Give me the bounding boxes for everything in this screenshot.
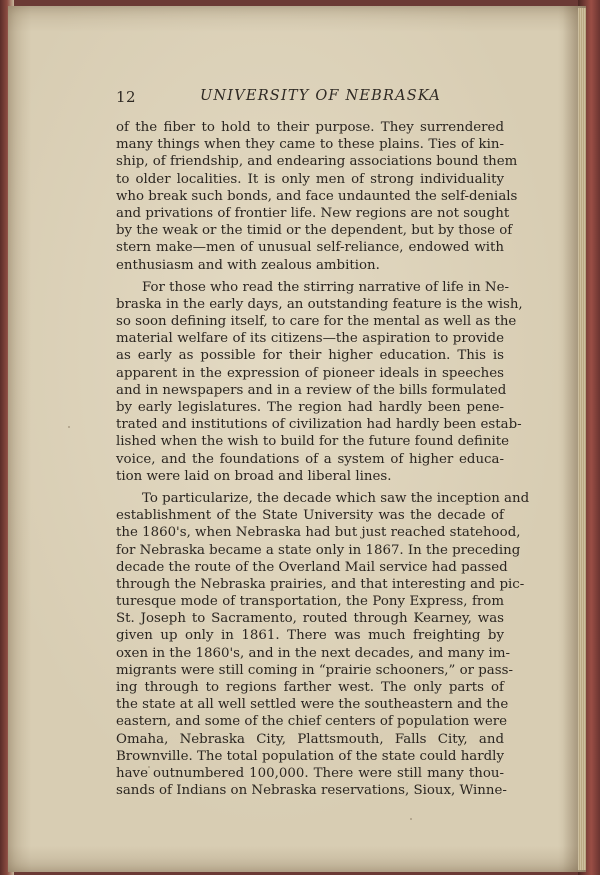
text-line: tion were laid on broad and liberal lines. [116,468,392,484]
text-line: the state at all well settled were the southeastern and the [116,697,509,713]
paper-speck [68,426,70,428]
text-line: material welfare of its citizens—the aspiration to provide [116,331,504,347]
text-line: establishment of the State University was the decade of [116,508,504,524]
text-line: and privations of frontier life. New regions are not sought [116,205,510,221]
text-line: To particularize, the decade which saw the inception and [142,490,530,506]
paragraph [116,490,530,799]
text-line: ing through to regions farther west. The only parts of [116,680,504,695]
text-line: trated and institutions of civilization had hardly been estab- [116,417,522,433]
text-line: who break such bonds, and face undaunted the self-denials [116,188,518,204]
text-line: the 1860's, when Nebraska had but just reached statehood, [116,525,521,541]
text-line: stern make—men of unusual self-reliance, endowed with [116,240,504,256]
text-line: of the fiber to hold to their purpose. They surrendered [116,120,504,135]
text-line: eastern, and some of the chief centers of population were [116,714,508,730]
text-line: Brownville. The total population of the state could hardly [116,748,504,764]
page-header [116,88,442,110]
text-line: braska in the early days, an outstanding feature is the wish, [116,296,523,312]
text-line: as early as possible for their higher education. This is [116,348,504,364]
running-head: UNIVERSITY OF NEBRASKA [200,88,442,104]
paper-speck [410,818,412,820]
paragraph [116,119,518,274]
paragraph [116,279,523,485]
text-line: St. Joseph to Sacramento, routed through Kearney, was [116,611,504,627]
text-line: lished when the wish to build for the future found definite [116,434,510,450]
page-stack-edge [578,8,586,870]
text-line: so soon defining itself, to care for the mental as well as the [116,314,517,330]
text-line: voice, and the foundations of a system of higher educa- [116,451,504,467]
text-line: apparent in the expression of pioneer ideals in speeches [116,365,504,381]
text-line: ship, of friendship, and endearing associations bound them [116,154,518,170]
text-line: given up only in 1861. There was much freighting by [116,628,504,644]
text-line: to older localities. It is only men of strong individuality [116,171,504,187]
body-text [116,119,530,799]
text-line: enthusiasm and with zealous ambition. [116,257,380,273]
text-line: through the Nebraska prairies, and that interesting and pic- [116,576,525,592]
text-line: for Nebraska became a state only in 1867. In the preceding [116,542,521,558]
text-line: For those who read the stirring narrative of life in Ne- [142,279,510,295]
text-line: sands of Indians on Nebraska reservations, Sioux, Winne- [116,783,507,799]
text-line: migrants were still coming in “prairie schooners,” or pass- [116,662,513,678]
page-number: 12 [116,88,137,106]
text-line: turesque mode of transportation, the Pony Express, from [116,594,504,610]
text-line: have outnumbered 100,000. There were still many thou- [116,765,504,781]
text-line: many things when they came to these plains. Ties of kin- [116,137,504,153]
text-line: Omaha, Nebraska City, Plattsmouth, Falls City, and [116,731,504,747]
text-line: by the weak or the timid or the dependent, but by those of [116,223,513,239]
text-line: by early legislatures. The region had hardly been pene- [116,400,504,415]
text-line: decade the route of the Overland Mail service had passed [116,559,508,575]
text-line: oxen in the 1860's, and in the next decades, and many im- [116,645,510,661]
text-line: and in newspapers and in a review of the bills formulated [116,382,507,398]
